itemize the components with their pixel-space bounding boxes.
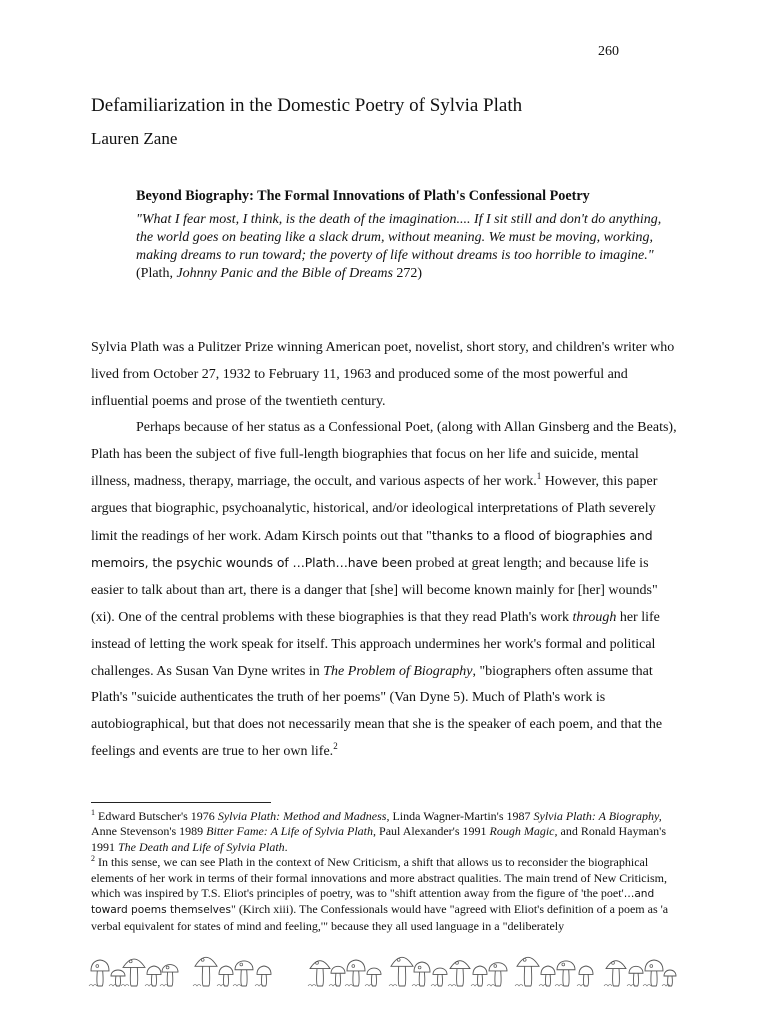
footnote-1-title-1: Sylvia Plath: Method and Madness, (217, 809, 390, 823)
mushroom-icon (604, 961, 626, 986)
section-heading: Beyond Biography: The Formal Innovations of Plath's Confessional Poetry (136, 188, 590, 204)
mushroom-icon (308, 961, 330, 986)
paragraph-2 (91, 415, 677, 765)
footnote-1-title-3: Bitter Fame: A Life of Sylvia Plath (206, 824, 374, 839)
paragraph-2-part-c: probed at great length; and because life is easier to talk about than art, there is a danger that [she] will become known mainly for [her] wounds" (xi). One of the central problems with these biographies is that they read Plath's work (91, 556, 658, 625)
mushroom-icon (515, 957, 539, 986)
footnote-2-text-b: " (Kirch xiii). The Confessionals would have "agreed with Eliot's definition of a poem as 'a verbal equivalent for states of mind and feeling,'" because they all used language in a "deliberately (91, 902, 669, 933)
mushroom-icon (627, 966, 643, 986)
mushroom-icon (643, 960, 663, 986)
footnote-1-text-e: and Ronald Hayman's 1991 (91, 824, 666, 854)
mushroom-icon (412, 962, 430, 986)
paragraph-2-part-b: However, this paper argues that biographic, psychoanalytic, historical, and/or ideological interpretations of Plath severely limit the readings of her work. Adam Kirsch points out that " (91, 473, 658, 544)
mushroom-icon (539, 966, 555, 986)
mushroom-icon (255, 966, 271, 986)
page-number: 260 (598, 44, 619, 59)
paragraph-2-part-e: , "biographers often assume that Plath's "suicide authenticates the truth of her poems" (Van Dyne 5). Much of Plath's work is autobiographical, but that does not necessarily mean that she is the speaker of each poem, and that the feelings and events are true to her own life. (91, 663, 663, 759)
footnote-1-title-4: Rough Magic, (489, 824, 558, 839)
footnote-divider (91, 802, 271, 803)
book-title-problem-of-biography: The Problem of Biography (323, 663, 473, 679)
mushroom-icon (109, 970, 125, 986)
mushroom-icon (365, 968, 381, 986)
kirsch-quote: thanks to a flood of biographies and memoirs, the psychic wounds of …Plath…have been (91, 527, 653, 571)
paper-title: Defamiliarization in the Domestic Poetry of Sylvia Plath (91, 95, 523, 116)
mushroom-icon (160, 965, 178, 986)
mushroom-icon (662, 970, 676, 986)
footnote-1-text-b: Linda Wagner-Martin's 1987 (389, 809, 534, 823)
paragraph-2-part-a: Perhaps because of her status as a Confessional Poet, (along with Allan Ginsberg and the Beats), Plath has been the subject of five full-length biographies that focus on her life and suicide, mental illness, madness, therapy, marriage, the occult, and various aspects of her work. (91, 420, 677, 489)
paragraph-1: Sylvia Plath was a Pulitzer Prize winning American poet, novelist, short story, and children's writer who lived from October 27, 1932 to February 11, 1963 and produced some of the most powerful and influential poems and prose of the twentieth century. (91, 340, 675, 409)
footnote-1-text-c: Anne Stevenson's 1989 (91, 824, 207, 839)
mushroom-icon (89, 960, 109, 986)
epigraph (136, 211, 668, 283)
body-text (91, 335, 677, 766)
footnote-2-sans-quote: …and toward poems themselves (91, 888, 655, 917)
footnote-1-title-2: Sylvia Plath: A Biography, (533, 809, 662, 823)
mushroom-icon (471, 966, 487, 986)
mushroom-icon (345, 960, 365, 986)
epigraph-cite-title: Johnny Panic and the Bible of Dreams (176, 266, 393, 281)
author-name: Lauren Zane (91, 129, 178, 148)
mushroom-border-icon (88, 938, 678, 988)
mushroom-icon (389, 957, 413, 986)
mushroom-icon (217, 966, 233, 986)
mushroom-icon (121, 959, 145, 986)
footnote-ref-2[interactable]: 2 (333, 740, 338, 751)
mushroom-icon (233, 961, 253, 986)
mushroom-icon (448, 961, 470, 986)
footnote-1-number: 1 (91, 808, 95, 817)
mushroom-icon (431, 968, 447, 986)
mushroom-icon (555, 961, 575, 986)
mushroom-icon (577, 966, 593, 986)
mushroom-icon (487, 963, 507, 986)
mushroom-icon (193, 957, 217, 986)
footnote-1-title-5: The Death and Life of Sylvia Plath (118, 839, 285, 854)
epigraph-quote: "What I fear most, I think, is the death of the imagination.... If I sit still and don't do anything, the world goes on beating like a slack drum, without meaning. We must be moving, working, making dreams to run toward; the poverty of life without dreams is too horrible to imagine." (136, 212, 662, 263)
paragraph-2-part-d: her life instead of letting the work speak for itself. This approach undermines her work's formal and political challenges. As Susan Van Dyne writes in (91, 609, 660, 679)
footnotes (91, 809, 677, 934)
footnote-2 (91, 855, 677, 934)
footnote-2-number: 2 (91, 854, 95, 864)
footnote-1 (91, 809, 677, 855)
emphasis-through: through (572, 609, 617, 625)
mushroom-border-svg (88, 938, 678, 988)
mushroom-icon (329, 966, 345, 986)
footnote-ref-1[interactable]: 1 (536, 470, 542, 481)
mushroom-icon (145, 966, 161, 986)
footnote-1-text-a: Edward Butscher's 1976 (95, 809, 218, 823)
epigraph-cite-prefix: (Plath, (136, 266, 177, 281)
footnote-1-text-f: . (284, 839, 288, 854)
footnote-2-text-a: In this sense, we can see Plath in the context of New Criticism, a shift that allows us to reconsider the biographical elements of her work in terms of their formal innovations and more abstract qualities. The main trend of New Criticism, which was inspired by T.S. Eliot's principles of poetry, was to "shift attention away from the figure of 'the poet' (91, 855, 667, 901)
footnote-1-text-d: , Paul Alexander's 1991 (373, 824, 490, 839)
epigraph-cite-suffix: 272) (392, 266, 423, 281)
